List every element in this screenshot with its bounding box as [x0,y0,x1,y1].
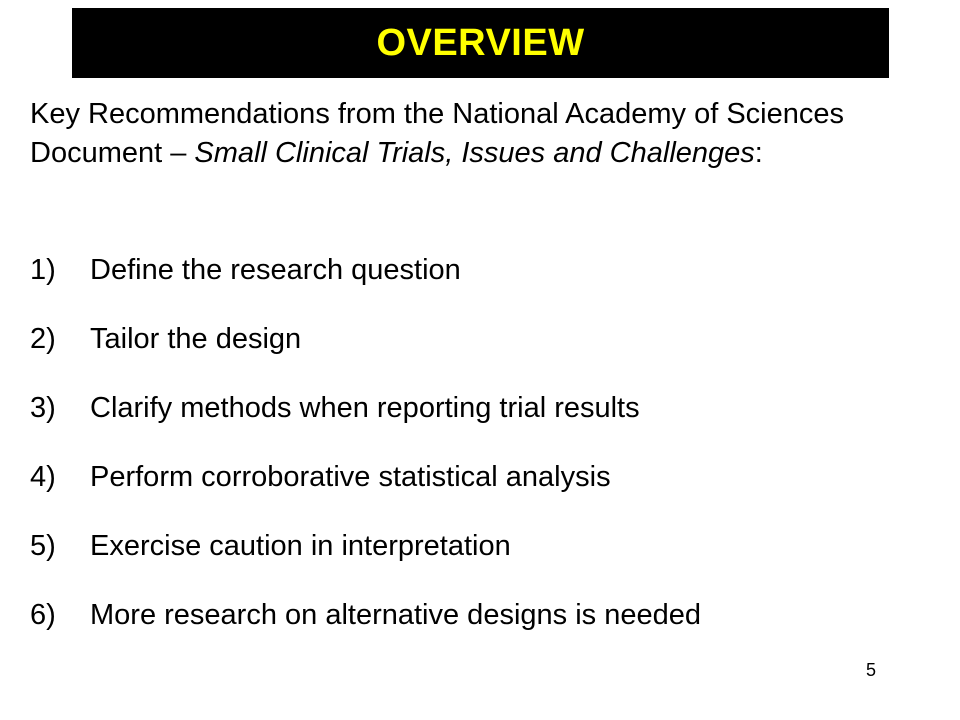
recommendation-text: Exercise caution in interpretation [90,530,511,562]
title-bar [72,8,889,78]
document-title: Small Clinical Trials, Issues and Challenges [194,137,755,169]
recommendation-item [30,525,935,594]
recommendation-number: 5) [30,530,56,562]
recommendation-number: 3) [30,392,56,424]
recommendation-text: Tailor the design [90,323,302,355]
recommendation-item [30,387,935,456]
recommendation-number: 4) [30,461,56,493]
recommendation-number: 6) [30,599,56,631]
intro-lead: Key Recommendations from the National Academy of Sciences Document – [30,98,845,169]
recommendation-number: 2) [30,323,56,355]
page-number: 5 [866,660,877,680]
recommendation-text: Clarify methods when reporting trial results [90,392,640,424]
slide-title: OVERVIEW [376,22,585,64]
recommendation-item [30,594,935,663]
recommendation-item [30,456,935,525]
intro-paragraph [30,95,935,173]
recommendation-item [30,318,935,387]
recommendation-text: Define the research question [90,254,461,286]
recommendation-text: Perform corroborative statistical analysis [90,461,611,493]
recommendation-item [30,249,935,318]
recommendation-number: 1) [30,254,56,286]
recommendations-list [30,249,935,663]
intro-trail: : [754,137,763,169]
recommendation-text: More research on alternative designs is needed [90,599,701,631]
